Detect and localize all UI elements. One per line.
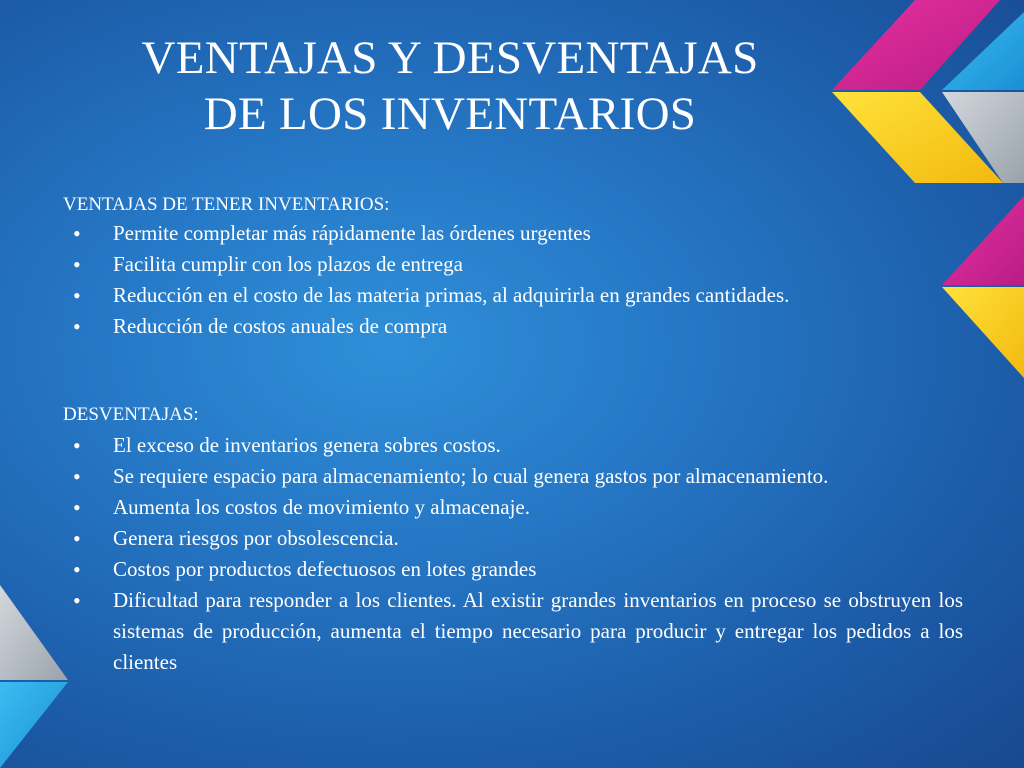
ventajas-item: • Facilita cumplir con los plazos de entrega [63,249,963,280]
desventajas-heading: DESVENTAJAS: [63,404,199,425]
bullet-icon: • [73,464,81,489]
ventajas-item: • Reducción en el costo de las materia primas, al adquirirla en grandes cantidades. [63,280,963,311]
desventajas-item: • Aumenta los costos de movimiento y almacenaje. [63,492,963,523]
bullet-icon: • [73,557,81,582]
bullet-icon: • [73,495,81,520]
cyan-triangle-left [0,682,68,768]
slide-title [40,30,860,142]
bullet-icon: • [73,588,81,613]
desventajas-item: • Dificultad para responder a los clientes. Al existir grandes inventarios en proceso se obstruyen los sistemas de producción, aumenta el tiempo necesario para producir y entregar los pedidos a los clientes [63,585,963,678]
desventajas-item: • Costos por productos defectuosos en lotes grandes [63,554,963,585]
desventajas-list [63,430,963,678]
desventajas-item: • El exceso de inventarios genera sobres costos. [63,430,963,461]
bullet-icon: • [73,526,81,551]
slide-title-line-2: DE LOS INVENTARIOS [203,88,697,140]
gray-triangle-left [0,585,68,680]
desventajas-item: • Se requiere espacio para almacenamiento; lo cual genera gastos por almacenamiento. [63,461,963,492]
desventajas-item: • Genera riesgos por obsolescencia. [63,523,963,554]
ventajas-item: • Permite completar más rápidamente las órdenes urgentes [63,218,963,249]
ventajas-item: • Reducción de costos anuales de compra [63,311,963,342]
ventajas-heading: VENTAJAS DE TENER INVENTARIOS: [63,194,390,215]
bullet-icon: • [73,221,81,246]
ventajas-list [63,218,963,342]
bullet-icon: • [73,433,81,458]
bullet-icon: • [73,252,81,277]
bullet-icon: • [73,314,81,339]
slide-title-line-1: VENTAJAS Y DESVENTAJAS [141,32,759,84]
bullet-icon: • [73,283,81,308]
